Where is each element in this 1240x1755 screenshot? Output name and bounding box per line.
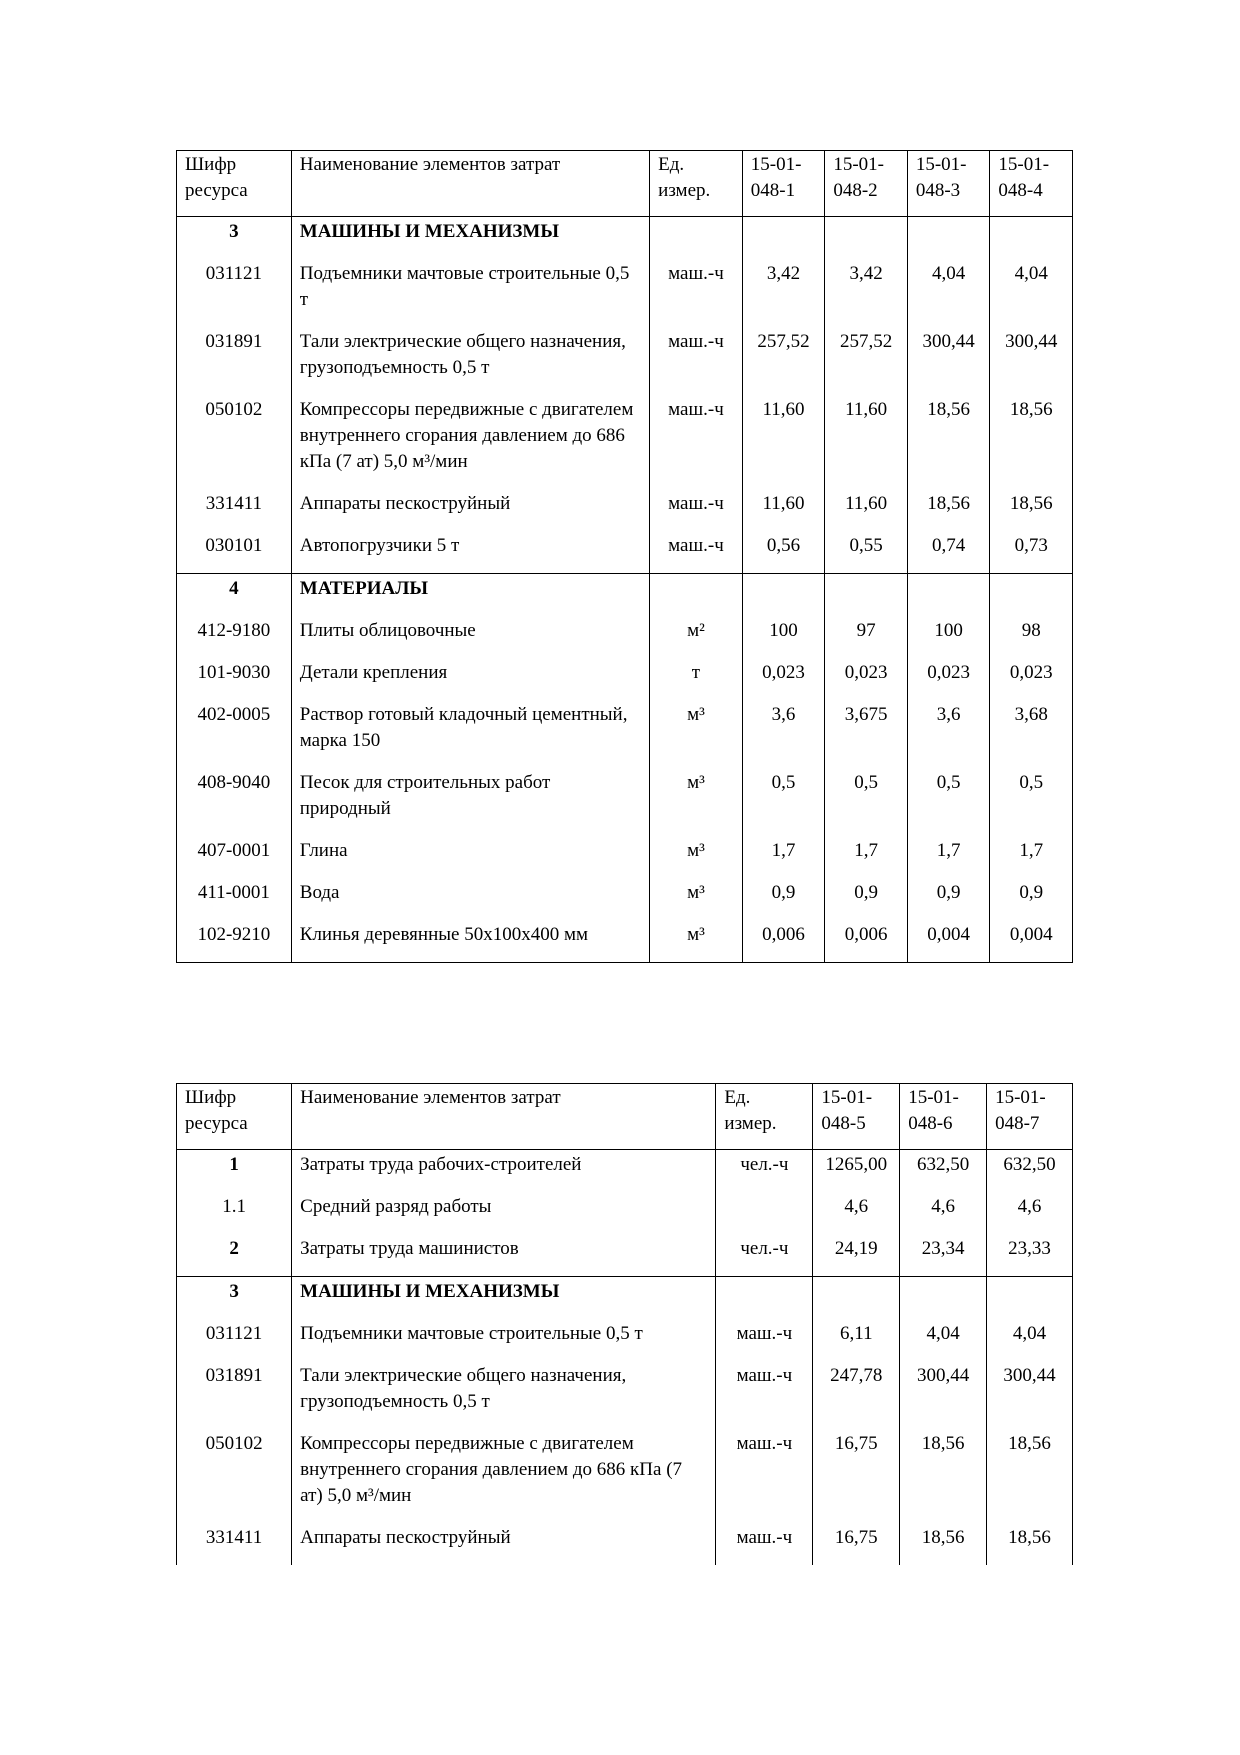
unit-cell: м³ — [650, 836, 743, 878]
value-cell: 18,56 — [990, 395, 1073, 489]
table-row — [177, 1234, 1073, 1277]
unit-cell: м² — [650, 616, 743, 658]
header-norm-code: 15-01-048-3 — [907, 151, 990, 217]
value-cell — [825, 217, 908, 260]
value-cell — [742, 574, 825, 617]
value-cell — [825, 574, 908, 617]
value-cell: 0,9 — [907, 878, 990, 920]
table-row — [177, 1429, 1073, 1523]
unit-cell: м³ — [650, 920, 743, 963]
value-cell: 3,6 — [742, 700, 825, 768]
unit-cell: маш.-ч — [716, 1429, 813, 1523]
table-row — [177, 920, 1073, 963]
header-norm-code: 15-01-048-5 — [813, 1084, 900, 1150]
value-cell: 300,44 — [990, 327, 1073, 395]
value-cell: 1265,00 — [813, 1150, 900, 1193]
resource-code: 101-9030 — [177, 658, 292, 700]
value-cell: 4,04 — [907, 259, 990, 327]
table-row — [177, 574, 1073, 617]
header-row — [177, 1084, 1073, 1150]
value-cell: 257,52 — [742, 327, 825, 395]
resource-code: 050102 — [177, 395, 292, 489]
resource-code: 031891 — [177, 1361, 292, 1429]
unit-cell: маш.-ч — [716, 1319, 813, 1361]
value-cell: 0,5 — [907, 768, 990, 836]
table-row — [177, 1523, 1073, 1565]
table-row — [177, 616, 1073, 658]
value-cell: 1,7 — [742, 836, 825, 878]
resource-name: МАШИНЫ И МЕХАНИЗМЫ — [291, 217, 649, 260]
unit-cell — [716, 1192, 813, 1234]
resource-name: Аппараты пескоструйный — [292, 1523, 716, 1565]
value-cell: 18,56 — [987, 1523, 1073, 1565]
value-cell: 11,60 — [825, 489, 908, 531]
resource-code: 402-0005 — [177, 700, 292, 768]
value-cell: 18,56 — [900, 1523, 987, 1565]
value-cell: 0,004 — [907, 920, 990, 963]
resource-name: Затраты труда машинистов — [292, 1234, 716, 1277]
unit-cell: чел.-ч — [716, 1150, 813, 1193]
resource-code: 407-0001 — [177, 836, 292, 878]
resource-code: 102-9210 — [177, 920, 292, 963]
unit-cell: маш.-ч — [650, 259, 743, 327]
header-code: Шифр ресурса — [177, 1084, 292, 1150]
table-row — [177, 1319, 1073, 1361]
value-cell — [990, 574, 1073, 617]
value-cell: 0,56 — [742, 531, 825, 574]
value-cell — [907, 574, 990, 617]
resource-name: Подъемники мачтовые строительные 0,5 т — [291, 259, 649, 327]
value-cell: 1,7 — [907, 836, 990, 878]
unit-cell: м³ — [650, 878, 743, 920]
value-cell: 0,55 — [825, 531, 908, 574]
resource-code: 031121 — [177, 259, 292, 327]
resource-name: Клинья деревянные 50х100х400 мм — [291, 920, 649, 963]
resource-name: Глина — [291, 836, 649, 878]
unit-cell: маш.-ч — [716, 1523, 813, 1565]
resource-name: Затраты труда рабочих-строителей — [292, 1150, 716, 1193]
resource-code: 3 — [177, 217, 292, 260]
resource-code: 408-9040 — [177, 768, 292, 836]
value-cell: 3,42 — [742, 259, 825, 327]
value-cell: 0,5 — [825, 768, 908, 836]
value-cell: 0,006 — [825, 920, 908, 963]
resource-code: 1.1 — [177, 1192, 292, 1234]
resource-code: 030101 — [177, 531, 292, 574]
value-cell: 0,9 — [825, 878, 908, 920]
header-unit: Ед. измер. — [716, 1084, 813, 1150]
value-cell: 6,11 — [813, 1319, 900, 1361]
value-cell — [987, 1277, 1073, 1320]
value-cell: 18,56 — [907, 395, 990, 489]
value-cell: 100 — [907, 616, 990, 658]
table-row — [177, 700, 1073, 768]
table-row — [177, 1150, 1073, 1193]
value-cell — [990, 217, 1073, 260]
value-cell: 3,675 — [825, 700, 908, 768]
header-norm-code: 15-01-048-4 — [990, 151, 1073, 217]
header-row — [177, 151, 1073, 217]
header-unit: Ед. измер. — [650, 151, 743, 217]
table-row — [177, 1361, 1073, 1429]
value-cell: 0,023 — [742, 658, 825, 700]
resource-code: 031891 — [177, 327, 292, 395]
table-row — [177, 259, 1073, 327]
value-cell: 1,7 — [990, 836, 1073, 878]
resource-code: 4 — [177, 574, 292, 617]
value-cell: 16,75 — [813, 1523, 900, 1565]
table-row — [177, 327, 1073, 395]
value-cell: 0,5 — [990, 768, 1073, 836]
table-row — [177, 489, 1073, 531]
value-cell: 0,023 — [907, 658, 990, 700]
resource-name: Подъемники мачтовые строительные 0,5 т — [292, 1319, 716, 1361]
value-cell: 0,023 — [990, 658, 1073, 700]
resource-name: Детали крепления — [291, 658, 649, 700]
value-cell: 3,68 — [990, 700, 1073, 768]
value-cell: 0,023 — [825, 658, 908, 700]
header-code: Шифр ресурса — [177, 151, 292, 217]
resource-name: МАТЕРИАЛЫ — [291, 574, 649, 617]
value-cell: 0,9 — [990, 878, 1073, 920]
resource-code: 050102 — [177, 1429, 292, 1523]
unit-cell: маш.-ч — [650, 489, 743, 531]
value-cell: 18,56 — [987, 1429, 1073, 1523]
unit-cell: м³ — [650, 700, 743, 768]
value-cell: 632,50 — [900, 1150, 987, 1193]
resource-code: 331411 — [177, 1523, 292, 1565]
unit-cell: маш.-ч — [650, 531, 743, 574]
value-cell: 11,60 — [742, 489, 825, 531]
unit-cell: чел.-ч — [716, 1234, 813, 1277]
unit-cell: маш.-ч — [716, 1361, 813, 1429]
value-cell: 632,50 — [987, 1150, 1073, 1193]
unit-cell: маш.-ч — [650, 395, 743, 489]
resource-name: МАШИНЫ И МЕХАНИЗМЫ — [292, 1277, 716, 1320]
unit-cell — [716, 1277, 813, 1320]
table-row — [177, 395, 1073, 489]
norms-table-1 — [176, 150, 1073, 963]
resource-name: Средний разряд работы — [292, 1192, 716, 1234]
resource-name: Аппараты пескоструйный — [291, 489, 649, 531]
unit-cell: маш.-ч — [650, 327, 743, 395]
header-norm-code: 15-01-048-2 — [825, 151, 908, 217]
table-row — [177, 878, 1073, 920]
resource-name: Компрессоры передвижные с двигателем внутреннего сгорания давлением до 686 кПа (7 ат) 5,0 м³/мин — [291, 395, 649, 489]
value-cell: 257,52 — [825, 327, 908, 395]
value-cell: 300,44 — [987, 1361, 1073, 1429]
value-cell — [907, 217, 990, 260]
resource-name: Компрессоры передвижные с двигателем внутреннего сгорания давлением до 686 кПа (7 ат) 5,0 м³/мин — [292, 1429, 716, 1523]
resource-name: Тали электрические общего назначения, грузоподъемность 0,5 т — [292, 1361, 716, 1429]
resource-code: 412-9180 — [177, 616, 292, 658]
resource-code: 411-0001 — [177, 878, 292, 920]
resource-code: 031121 — [177, 1319, 292, 1361]
value-cell: 100 — [742, 616, 825, 658]
value-cell: 300,44 — [900, 1361, 987, 1429]
resource-code: 1 — [177, 1150, 292, 1193]
value-cell: 11,60 — [742, 395, 825, 489]
unit-cell: м³ — [650, 768, 743, 836]
table-row — [177, 531, 1073, 574]
resource-name: Песок для строительных работ природный — [291, 768, 649, 836]
value-cell: 18,56 — [900, 1429, 987, 1523]
table-row — [177, 658, 1073, 700]
norms-table-2 — [176, 1083, 1073, 1565]
table-row — [177, 217, 1073, 260]
value-cell: 4,04 — [990, 259, 1073, 327]
header-norm-code: 15-01-048-1 — [742, 151, 825, 217]
unit-cell — [650, 574, 743, 617]
header-name: Наименование элементов затрат — [291, 151, 649, 217]
value-cell: 16,75 — [813, 1429, 900, 1523]
value-cell: 23,34 — [900, 1234, 987, 1277]
value-cell: 247,78 — [813, 1361, 900, 1429]
resource-name: Автопогрузчики 5 т — [291, 531, 649, 574]
value-cell: 0,9 — [742, 878, 825, 920]
value-cell: 18,56 — [990, 489, 1073, 531]
unit-cell: т — [650, 658, 743, 700]
resource-name: Вода — [291, 878, 649, 920]
value-cell — [813, 1277, 900, 1320]
value-cell: 11,60 — [825, 395, 908, 489]
value-cell: 4,04 — [987, 1319, 1073, 1361]
value-cell: 0,5 — [742, 768, 825, 836]
value-cell: 4,6 — [987, 1192, 1073, 1234]
value-cell: 0,006 — [742, 920, 825, 963]
header-norm-code: 15-01-048-6 — [900, 1084, 987, 1150]
value-cell: 3,6 — [907, 700, 990, 768]
value-cell — [900, 1277, 987, 1320]
resource-name: Раствор готовый кладочный цементный, марка 150 — [291, 700, 649, 768]
value-cell: 300,44 — [907, 327, 990, 395]
resource-code: 3 — [177, 1277, 292, 1320]
unit-cell — [650, 217, 743, 260]
value-cell: 23,33 — [987, 1234, 1073, 1277]
value-cell: 0,74 — [907, 531, 990, 574]
resource-code: 331411 — [177, 489, 292, 531]
value-cell: 4,6 — [813, 1192, 900, 1234]
header-norm-code: 15-01-048-7 — [987, 1084, 1073, 1150]
table-row — [177, 768, 1073, 836]
value-cell: 1,7 — [825, 836, 908, 878]
value-cell: 0,004 — [990, 920, 1073, 963]
value-cell — [742, 217, 825, 260]
table-row — [177, 1277, 1073, 1320]
header-name: Наименование элементов затрат — [292, 1084, 716, 1150]
value-cell: 18,56 — [907, 489, 990, 531]
value-cell: 98 — [990, 616, 1073, 658]
value-cell: 3,42 — [825, 259, 908, 327]
resource-code: 2 — [177, 1234, 292, 1277]
value-cell: 4,6 — [900, 1192, 987, 1234]
value-cell: 0,73 — [990, 531, 1073, 574]
value-cell: 4,04 — [900, 1319, 987, 1361]
value-cell: 97 — [825, 616, 908, 658]
table-row — [177, 836, 1073, 878]
value-cell: 24,19 — [813, 1234, 900, 1277]
resource-name: Тали электрические общего назначения, грузоподъемность 0,5 т — [291, 327, 649, 395]
table-row — [177, 1192, 1073, 1234]
resource-name: Плиты облицовочные — [291, 616, 649, 658]
